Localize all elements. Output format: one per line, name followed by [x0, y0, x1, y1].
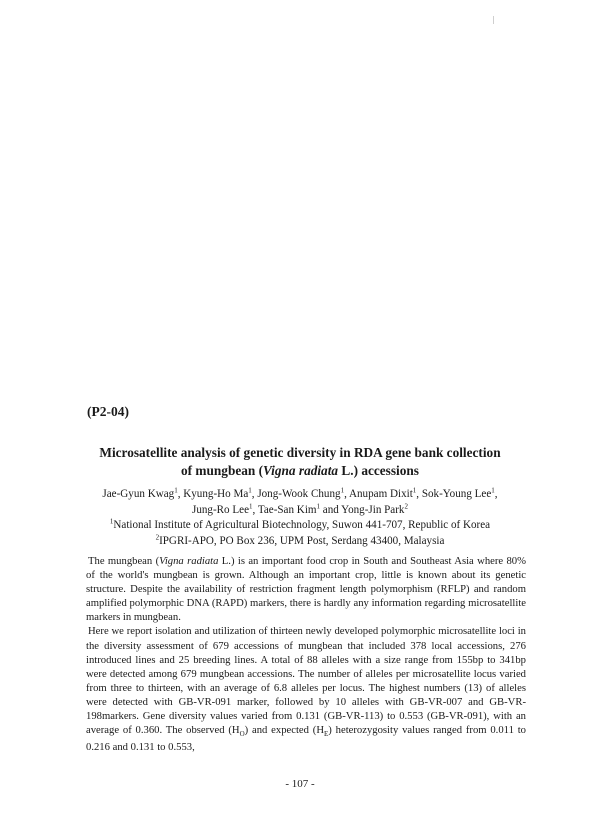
- author: , Kyung-Ho Ma: [177, 488, 249, 500]
- paper-title: [60, 444, 540, 480]
- abstract-text: ) heterozygosity values ranged from 0.011 to 0.216 and 0.131 to 0.553,: [86, 725, 526, 754]
- author: and Yong-Jin Park: [320, 503, 405, 516]
- abstract-text: Here we report isolation and utilization of thirteen newly developed polymorphic microsatellite loci in the diversity assessment of 679 accessions of mungbean that included 378 local accessions, 276 introduced lines and 25 breeding lines. A total of 88 alleles with a size range from 155bp to 341bp were detected among 679 mungbean accessions. The number of alleles per microsatellite locus varied from three to thirteen, with an average of 6.8 alleles per locus. The highest numbers (13) of alleles were detected with GB-VR-091 marker, followed by 10 alleles with GB-VR-007 and GB-VR-198markers. Gene diversity values varied from 0.131 (GB-VR-113) to 0.553 (GB-VR-091), with an average of 0.360. The observed (H: [86, 626, 526, 737]
- title-line-1: Microsatellite analysis of genetic diversity in RDA gene bank collection: [99, 445, 501, 460]
- author-sup: 1: [174, 486, 178, 495]
- affiliation-sup: 2: [155, 533, 160, 542]
- affiliation-text: National Institute of Agricultural Biotechnology, Suwon 441-707, Republic of Korea: [113, 519, 491, 532]
- author: Jae-Gyun Kwag: [102, 488, 175, 500]
- author: , Tae-San Kim: [252, 503, 317, 516]
- paper-code: (P2-04): [87, 404, 129, 419]
- authors-line-2: [60, 503, 540, 519]
- authors-block: [60, 487, 540, 549]
- page-number: - 107 -: [285, 778, 315, 790]
- title-species: Vigna radiata: [263, 463, 339, 478]
- author-sup: 1: [248, 486, 252, 495]
- title-text: L.) accessions: [338, 463, 419, 478]
- author-sep: ,: [494, 488, 498, 500]
- author-sup: 1: [340, 486, 345, 495]
- author: Jung-Ro Lee: [192, 503, 249, 516]
- author: , Anupam Dixit: [344, 488, 413, 500]
- title-line-2: [60, 462, 540, 480]
- author-sup: 1: [316, 501, 321, 510]
- authors-line-1: [60, 487, 540, 503]
- abstract-body: [86, 555, 526, 755]
- author-sup: 2: [404, 501, 408, 510]
- abstract-paragraph-1: [86, 555, 526, 625]
- abstract-text: The mungbean (: [88, 556, 160, 567]
- author-sup: 1: [491, 486, 495, 495]
- affiliation-sup: 1: [109, 517, 114, 526]
- abstract-subscript: O: [239, 730, 245, 739]
- abstract-text: L.) is an important food crop in South and Southeast Asia where 80% of the world's mungbean is grown. Although an important crop, little is known about its genetic structure. Despite the availability of restriction fragment length polymorphism (RFLP) and random amplified polymorphic DNA (RAPD) markers, there is hardly any information regarding microsatellite markers in mungbean.: [86, 556, 526, 624]
- title-text: of mungbean (: [181, 463, 264, 478]
- abstract-species: Vigna radiata: [159, 556, 219, 567]
- scan-mark: [493, 16, 494, 24]
- affiliation-2: [60, 534, 540, 550]
- author: , Jong-Wook Chung: [251, 488, 341, 500]
- author-sup: 1: [412, 486, 417, 495]
- affiliation-1: [60, 518, 540, 534]
- abstract-paragraph-2: [86, 625, 526, 755]
- abstract-text: ) and expected (H: [244, 725, 325, 737]
- author: , Sok-Young Lee: [416, 488, 492, 500]
- author-sup: 1: [249, 501, 253, 510]
- abstract-subscript: E: [324, 730, 329, 739]
- affiliation-text: IPGRI-APO, PO Box 236, UPM Post, Serdang 43400, Malaysia: [159, 534, 445, 547]
